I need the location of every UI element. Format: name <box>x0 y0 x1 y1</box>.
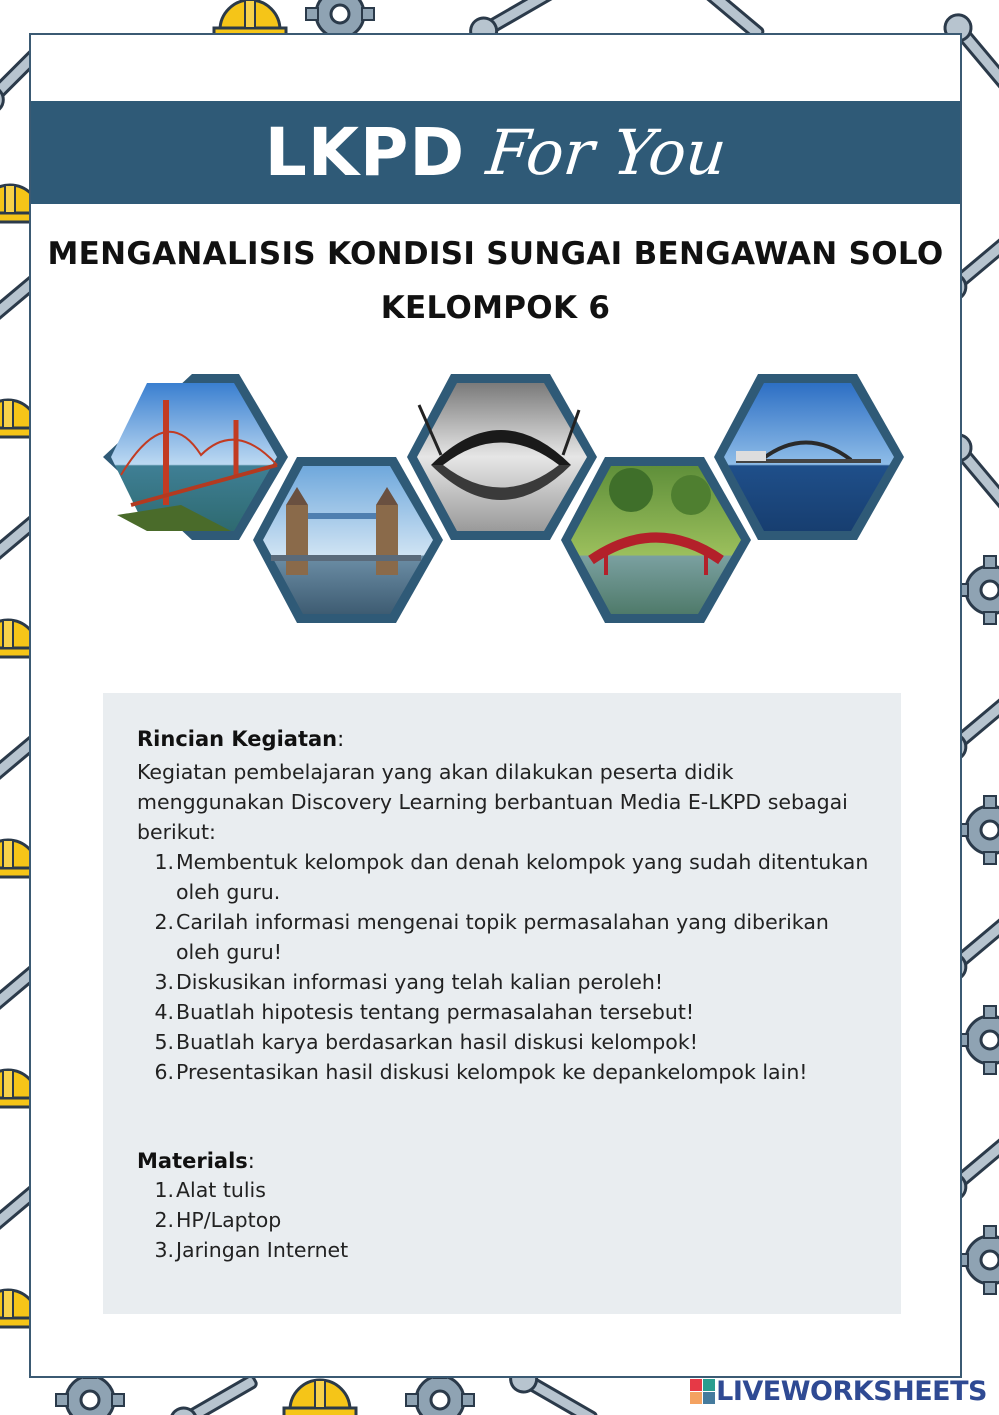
material-item-number: 3. <box>154 1238 174 1262</box>
activity-step-item-text: Buatlah karya berdasarkan hasil diskusi kelompok! <box>176 1030 698 1054</box>
activity-step-item-text: Diskusikan informasi yang telah kalian peroleh! <box>176 970 664 994</box>
harbour-bridge-photo <box>714 374 904 540</box>
activity-step-item-number: 3. <box>154 970 174 994</box>
liveworksheets-logo[interactable] <box>690 1376 987 1407</box>
activity-step-item-text: Membentuk kelompok dan denah kelompok yang sudah ditentukan oleh guru. <box>176 850 869 904</box>
materials-heading-text: Materials <box>137 1149 248 1173</box>
material-item <box>137 1205 877 1235</box>
materials-heading: Materials: <box>137 1149 255 1173</box>
activity-steps-list <box>137 847 877 1087</box>
activity-step-item <box>137 847 877 907</box>
activity-step-item-text: Presentasikan hasil diskusi kelompok ke depankelompok lain! <box>176 1060 808 1084</box>
activity-heading: Rincian Kegiatan: <box>137 727 345 751</box>
activity-step-item <box>137 1057 877 1087</box>
red-garden-bridge-photo <box>561 457 751 623</box>
activity-step-item-number: 1. <box>154 850 174 874</box>
activity-step-item <box>137 967 877 997</box>
title-line-2: KELOMPOK 6 <box>380 290 611 326</box>
activity-step-item <box>137 997 877 1027</box>
activity-step-item <box>137 1027 877 1057</box>
bridge-photo-collage <box>31 35 964 675</box>
material-item <box>137 1235 877 1265</box>
activity-intro: Kegiatan pembelajaran yang akan dilakukan peserta didik menggunakan Discovery Learning berbantuan Media E-LKPD sebagai berikut: <box>137 760 848 844</box>
tower-bridge-photo <box>253 457 443 623</box>
worksheet-page <box>29 33 962 1378</box>
activity-step-item-text: Buatlah hipotesis tentang permasalahan tersebut! <box>176 1000 695 1024</box>
material-item-number: 1. <box>154 1178 174 1202</box>
golden-gate-bridge-photo <box>103 374 288 540</box>
moon-bridge-reflection-photo <box>407 374 597 540</box>
activity-step-item-number: 6. <box>154 1060 174 1084</box>
material-item-text: Alat tulis <box>176 1178 266 1202</box>
material-item-number: 2. <box>154 1208 174 1232</box>
material-item-text: Jaringan Internet <box>176 1238 349 1262</box>
liveworksheets-brand: LIVEWORKSHEETS <box>716 1376 987 1407</box>
banner-script-text: For You <box>483 116 731 189</box>
activity-step-item-number: 2. <box>154 910 174 934</box>
activity-step-item <box>137 907 877 967</box>
liveworksheets-logo-icon <box>690 1379 716 1405</box>
material-item <box>137 1175 877 1205</box>
activity-step-item-number: 4. <box>154 1000 174 1024</box>
activity-step-item-number: 5. <box>154 1030 174 1054</box>
materials-list <box>137 1175 877 1265</box>
material-item-text: HP/Laptop <box>176 1208 282 1232</box>
activity-step-item-text: Carilah informasi mengenai topik permasalahan yang diberikan oleh guru! <box>176 910 829 964</box>
activity-details-card <box>103 693 901 1314</box>
title-line-1: MENGANALISIS KONDISI SUNGAI BENGAWAN SOLO <box>47 236 944 272</box>
banner-title: LKPD <box>264 114 466 191</box>
activity-heading-text: Rincian Kegiatan <box>137 727 338 751</box>
